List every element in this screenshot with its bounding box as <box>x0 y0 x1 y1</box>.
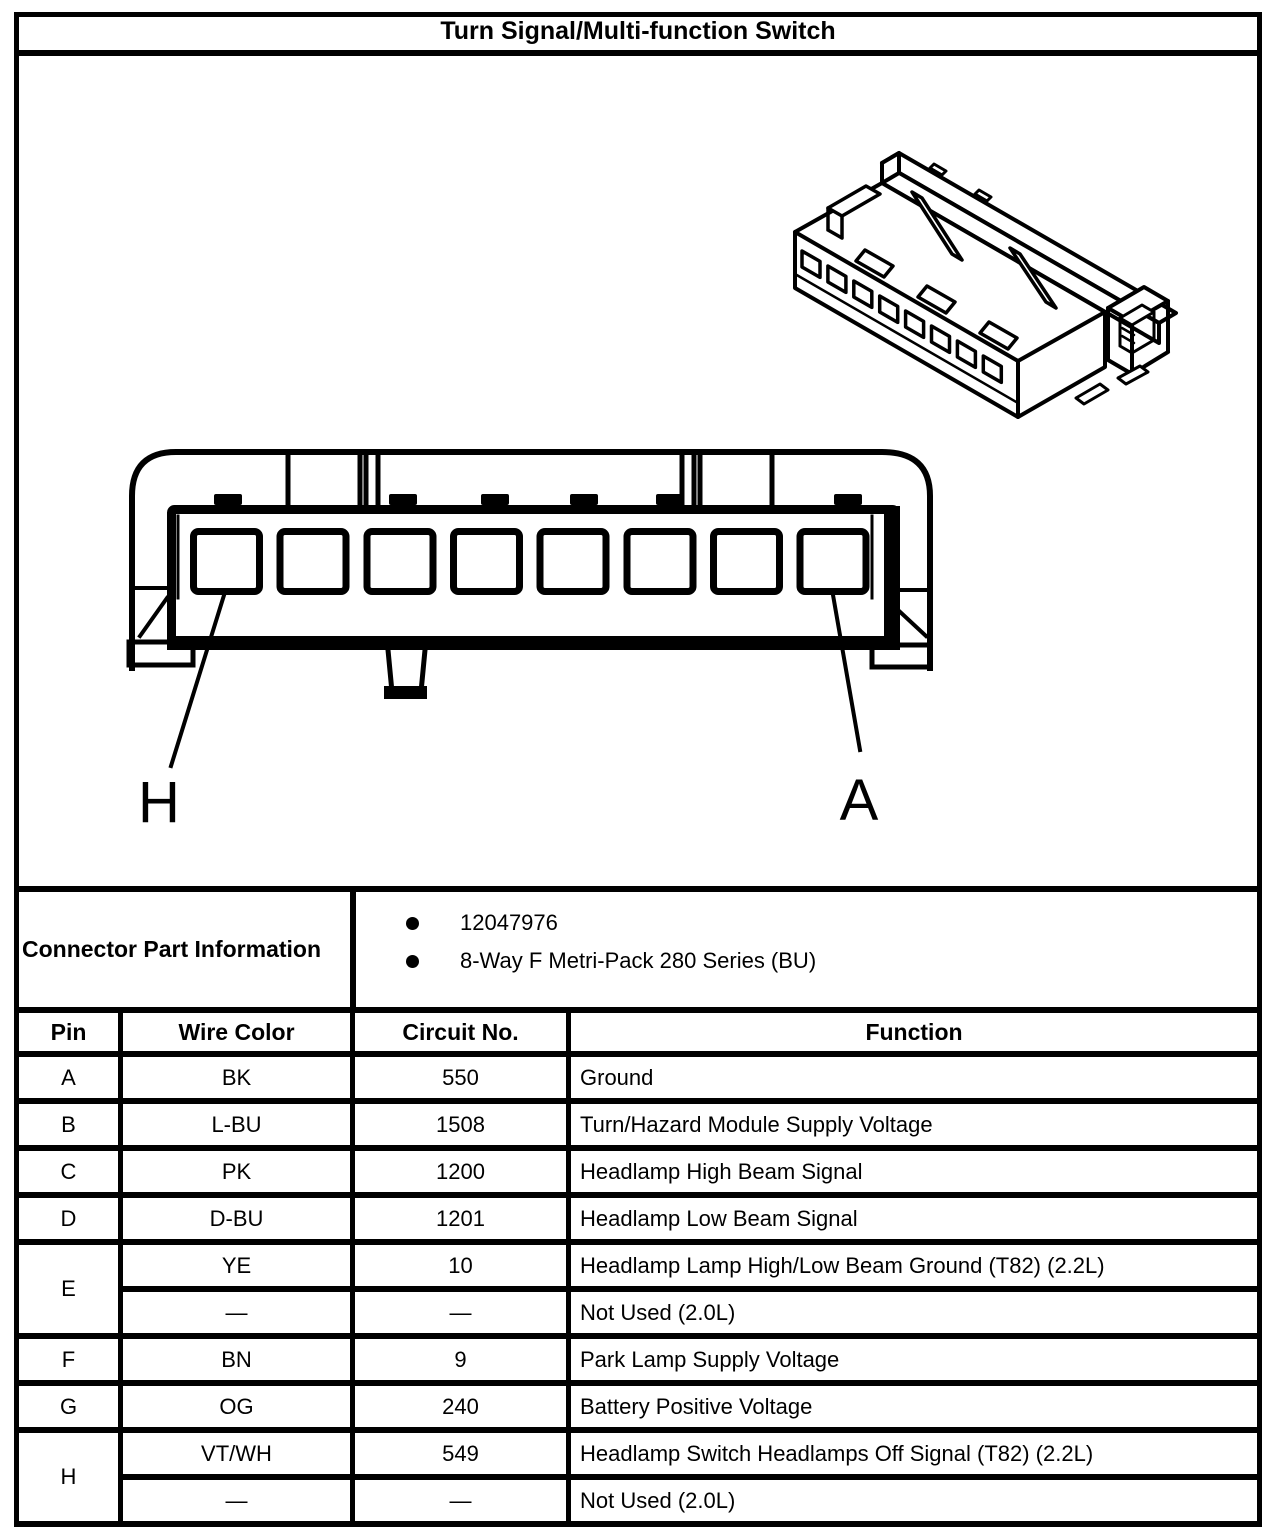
table-row-f <box>17 1336 1260 1383</box>
face-cavity-a <box>800 532 866 592</box>
circuit-cell: 1508 <box>353 1101 569 1148</box>
face-outer-shell <box>132 452 930 668</box>
face-center-tab-base <box>384 686 427 699</box>
pin-header: Pin <box>17 1010 121 1054</box>
connector-part-info-items-cell <box>356 892 1256 1007</box>
function-cell: Headlamp Lamp High/Low Beam Ground (T82) (2.2L) <box>569 1242 1260 1289</box>
table-row-e2 <box>17 1289 1260 1336</box>
wire-color-cell: — <box>121 1477 353 1524</box>
function-cell: Park Lamp Supply Voltage <box>569 1336 1260 1383</box>
wire-color-cell: BK <box>121 1054 353 1101</box>
face-cavity <box>540 532 606 592</box>
wire-color-cell: YE <box>121 1242 353 1289</box>
circuit-no-header: Circuit No. <box>353 1010 569 1054</box>
connector-part-info-list <box>356 892 1256 980</box>
face-center-tab <box>388 650 425 692</box>
face-cavity <box>280 532 346 592</box>
title-separator <box>14 50 1262 56</box>
face-cavity-row <box>194 532 867 592</box>
function-cell: Headlamp Switch Headlamps Off Signal (T82) (2.2L) <box>569 1430 1260 1477</box>
circuit-cell: 9 <box>353 1336 569 1383</box>
table-row-a <box>17 1054 1260 1101</box>
wire-color-cell: — <box>121 1289 353 1336</box>
header-row <box>17 1010 1260 1054</box>
table-row-g <box>17 1383 1260 1430</box>
circuit-cell: 1200 <box>353 1148 569 1195</box>
connector-face-drawing <box>120 440 940 835</box>
face-corner-details <box>134 588 926 636</box>
iso-body-foot <box>1076 384 1108 404</box>
circuit-cell: 550 <box>353 1054 569 1101</box>
pinout-table-header <box>17 1010 1260 1054</box>
face-cavity <box>627 532 693 592</box>
connector-part-info-label-cell <box>19 892 345 1007</box>
face-bottom-band <box>167 636 900 650</box>
circuit-cell: — <box>353 1289 569 1336</box>
wire-color-cell: VT/WH <box>121 1430 353 1477</box>
function-cell: Ground <box>569 1054 1260 1101</box>
pin-cell: F <box>17 1336 121 1383</box>
pinout-table <box>14 1007 1262 1527</box>
pin-callout-h: H <box>138 770 180 835</box>
circuit-cell: 240 <box>353 1383 569 1430</box>
pin-callout-leader-lines <box>171 592 860 766</box>
function-cell: Battery Positive Voltage <box>569 1383 1260 1430</box>
face-top-slots <box>288 454 772 506</box>
wire-color-cell: D-BU <box>121 1195 353 1242</box>
title-bar <box>14 12 1262 50</box>
function-cell: Headlamp Low Beam Signal <box>569 1195 1260 1242</box>
face-cavity-h <box>194 532 260 592</box>
wire-color-cell: L-BU <box>121 1101 353 1148</box>
pin-callout-a: A <box>839 768 879 833</box>
circuit-cell: — <box>353 1477 569 1524</box>
pin-cell: H <box>17 1430 121 1524</box>
pin-cell: C <box>17 1148 121 1195</box>
function-cell: Turn/Hazard Module Supply Voltage <box>569 1101 1260 1148</box>
wire-color-cell: BN <box>121 1336 353 1383</box>
face-cavity <box>454 532 520 592</box>
function-cell: Headlamp High Beam Signal <box>569 1148 1260 1195</box>
pin-cell: B <box>17 1101 121 1148</box>
pin-cell: G <box>17 1383 121 1430</box>
wire-color-cell: OG <box>121 1383 353 1430</box>
function-cell: Not Used (2.0L) <box>569 1289 1260 1336</box>
wire-color-header: Wire Color <box>121 1010 353 1054</box>
pin-cell: D <box>17 1195 121 1242</box>
table-row-e1 <box>17 1242 1260 1289</box>
face-right-band <box>884 506 900 646</box>
table-row-h2 <box>17 1477 1260 1524</box>
page-title: Turn Signal/Multi-function Switch <box>440 16 836 45</box>
circuit-cell: 10 <box>353 1242 569 1289</box>
pin-cell: A <box>17 1054 121 1101</box>
circuit-cell: 549 <box>353 1430 569 1477</box>
circuit-cell: 1201 <box>353 1195 569 1242</box>
connector-series-item: 8-Way F Metri-Pack 280 Series (BU) <box>356 942 1256 980</box>
face-cavity <box>714 532 780 592</box>
table-row-c <box>17 1148 1260 1195</box>
pin-cell: E <box>17 1242 121 1336</box>
face-connector <box>129 452 930 766</box>
table-row-d <box>17 1195 1260 1242</box>
function-cell: Not Used (2.0L) <box>569 1477 1260 1524</box>
connector-isometric-drawing <box>770 130 1190 440</box>
table-row-h1 <box>17 1430 1260 1477</box>
part-number-item: 12047976 <box>356 904 1256 942</box>
connector-part-info-label: Connector Part Information <box>22 936 322 962</box>
wire-color-cell: PK <box>121 1148 353 1195</box>
table-row-b <box>17 1101 1260 1148</box>
function-header: Function <box>569 1010 1260 1054</box>
face-cavity <box>367 532 433 592</box>
face-index-bumps <box>214 494 862 505</box>
iso-connector-body <box>795 153 1176 417</box>
pinout-table-body <box>17 1054 1260 1524</box>
